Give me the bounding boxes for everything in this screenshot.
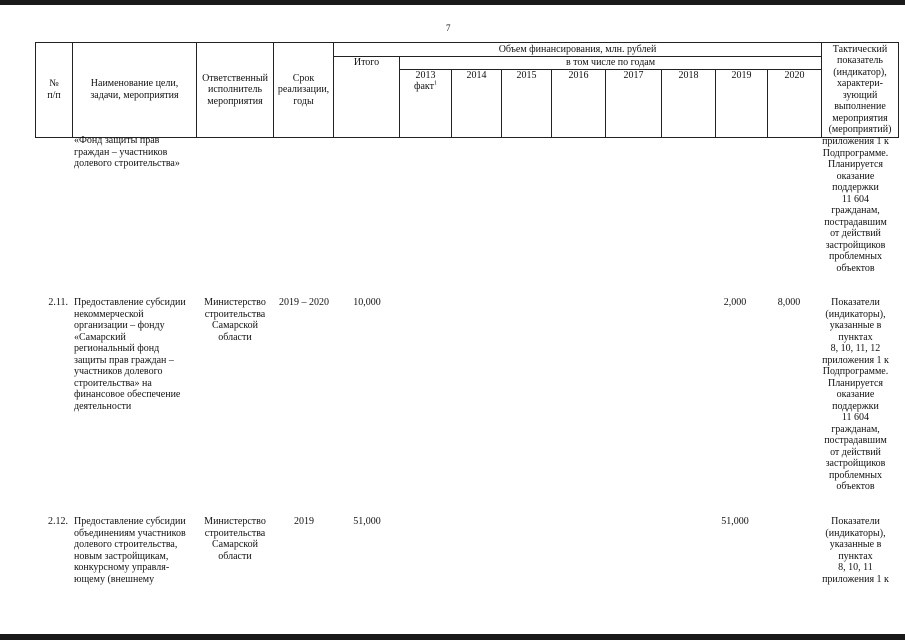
header-year-2013: 2013 факт$^1$ xyxy=(400,69,452,137)
header-term: Срок реализации, годы xyxy=(274,43,334,138)
header-year-2015: 2015 xyxy=(502,69,552,137)
header-year-2018: 2018 xyxy=(662,69,716,137)
header-total: Итого xyxy=(334,57,400,138)
row-2-12-number: 2.12. xyxy=(48,516,68,527)
row-2-11-2020: 8,000 xyxy=(777,297,801,308)
row-2-11-total: 10,000 xyxy=(353,297,381,308)
row-2-11-term: 2019 – 2020 xyxy=(279,297,329,308)
header-year-2016: 2016 xyxy=(552,69,606,137)
page-number: 7 xyxy=(446,23,451,33)
header-name: Наименование цели, задачи, мероприятия xyxy=(73,43,197,138)
header-year-2020: 2020 xyxy=(768,69,822,137)
row-2-12-2019: 51,000 xyxy=(721,516,749,527)
row-2-12-term: 2019 xyxy=(294,516,314,527)
header-year-2017: 2017 xyxy=(606,69,662,137)
header-year-2019: 2019 xyxy=(716,69,768,137)
row-2-12-name: Предоставление субсидии объединениям участников долевого строительства, новым застройщикам, конкурсному управля- ющему (внешнему xyxy=(74,516,186,585)
scan-top-border xyxy=(0,0,905,5)
header-by-years: в том числе по годам xyxy=(400,57,822,70)
row-2-11-2019: 2,000 xyxy=(723,297,747,308)
row-2-12-total: 51,000 xyxy=(353,516,381,527)
header-responsible: Ответственный исполнитель мероприятия xyxy=(197,43,274,138)
header-year-2014: 2014 xyxy=(452,69,502,137)
table-header xyxy=(35,42,899,138)
row-2-12-responsible: Министерство строительства Самарской области xyxy=(204,516,266,562)
row-2-11-number: 2.11. xyxy=(48,297,68,308)
row-2-11-indicator: Показатели (индикаторы), указанные в пунктах 8, 10, 11, 12 приложения 1 к Подпрограмме. Планируется оказание поддержки 11 604 гражданам, пострадавшим от действий застройщиков проблемных объектов xyxy=(822,297,889,492)
row-continued-name: «Фонд защиты прав граждан – участников долевого строительства» xyxy=(74,135,180,169)
row-2-11-name: Предоставление субсидии некоммерческой организации – фонду «Самарский региональный фонд защиты прав граждан – участников долевого строительства» на финансовое обеспечение деятельности xyxy=(74,297,186,412)
header-num: № п/п xyxy=(36,43,73,138)
header-funding: Объем финансирования, млн. рублей xyxy=(334,43,822,57)
scan-bottom-border xyxy=(0,634,905,640)
row-2-12-indicator: Показатели (индикаторы), указанные в пунктах 8, 10, 11 приложения 1 к xyxy=(822,516,889,585)
header-indicator: Тактический показатель (индикатор), характери- зующий выполнение мероприятия (мероприятий) xyxy=(822,43,899,138)
row-continued-indicator: приложения 1 к Подпрограмме. Планируется оказание поддержки 11 604 гражданам, пострадавшим от действий застройщиков проблемных объектов xyxy=(822,136,889,274)
row-2-11-responsible: Министерство строительства Самарской области xyxy=(204,297,266,343)
